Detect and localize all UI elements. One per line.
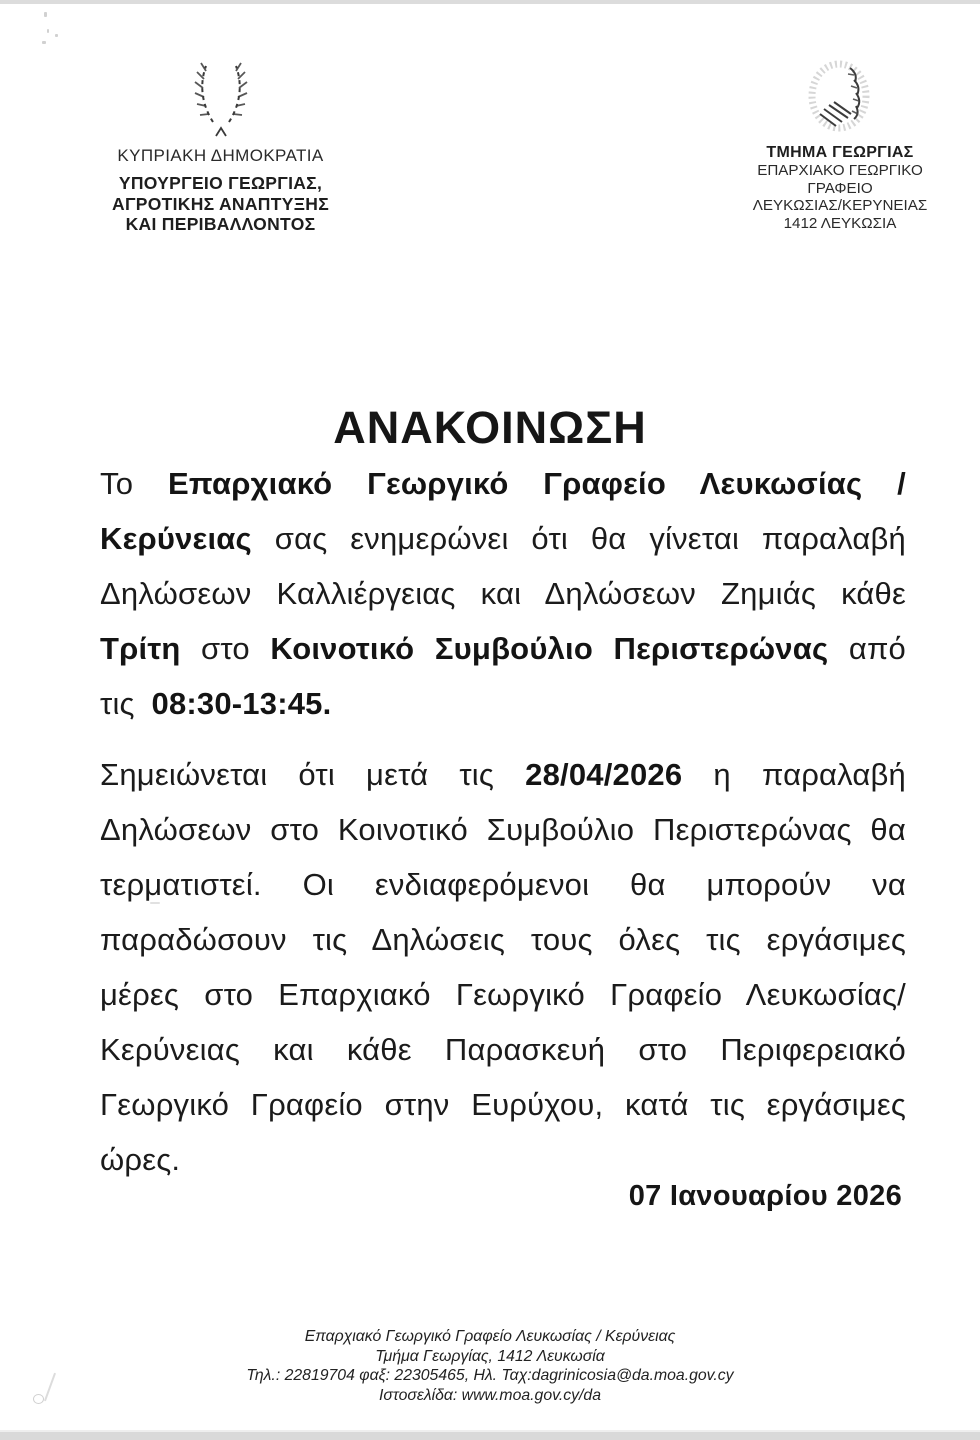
announcement-title: ΑΝΑΚΟΙΝΩΣΗ <box>333 402 647 453</box>
republic-name: ΚΥΠΡΙΑΚΗ ΔΗΜΟΚΡΑΤΙΑ <box>117 146 324 165</box>
scan-speck <box>55 34 58 37</box>
footer-website: Ιστοσελίδα: www.moa.gov.cy/da <box>378 1386 601 1404</box>
office-line-1: ΕΠΑΡΧΙΑΚΟ ΓΕΩΡΓΙΚΟ <box>757 162 923 179</box>
p1-text: Το <box>100 466 168 501</box>
scan-speck <box>47 29 49 33</box>
p1-hours-bold: 08:30-13:45. <box>151 686 332 721</box>
header-republic-block <box>108 60 333 235</box>
issue-date: 07 Ιανουαρίου 2026 <box>628 1180 902 1212</box>
p1-council-bold: Κοινοτικό Συμβούλιο Περιστερώνας <box>270 631 829 666</box>
wheat-sheaf-icon <box>804 58 876 140</box>
office-line-2: ΓΡΑΦΕΙΟ <box>807 179 873 197</box>
postal-line: 1412 ΛΕΥΚΩΣΙΑ <box>783 214 897 232</box>
p2-date-bold: 28/04/2026 <box>525 757 683 792</box>
scan-speck <box>33 1394 44 1404</box>
laurel-wreath-icon <box>173 60 269 142</box>
footer-department-address: Τμήμα Γεωργίας, 1412 Λευκωσία <box>375 1347 605 1365</box>
p1-office-bold: Επαρχιακό Γεωργικό Γραφείο Λευκωσίας / Κερύνειας <box>100 466 906 556</box>
scan-speck <box>44 12 47 17</box>
scan-speck <box>42 41 46 44</box>
paragraph-1 <box>100 456 906 731</box>
p1-text: σας ενημερώνει ότι θα γίνεται παραλαβή Δηλώσεων Καλλιέργειας και Δηλώσεων Ζημιάς κάθε <box>100 521 906 611</box>
p2-text: Σημειώνεται ότι μετά τις <box>100 757 526 792</box>
footer-contact-block <box>0 1327 980 1405</box>
p1-text: από τις <box>100 631 906 721</box>
p2-text: η παραλαβή Δηλώσεων στο Κοινοτικό Συμβούλιο Περιστερώνας θα τερματιστεί. Οι ενδιαφερόμενοι θα μπορούν να παραδώσουν τις Δηλώσεις τους όλες τις εργάσιμες μέρες στο Επαρχιακό Γεωργικό Γραφείο Λευκωσίας/Κερύνειας και κάθε Παρασκευή στο Περιφερειακό Γεωργικό Γραφείο στην Ευρύχου, κατά τις εργάσιμες ώρες. <box>100 757 906 1177</box>
ministry-line-2: ΑΓΡΟΤΙΚΗΣ ΑΝΑΠΤΥΞΗΣ <box>112 193 329 214</box>
scan-speck <box>150 902 160 904</box>
paragraph-2 <box>100 747 906 1187</box>
p1-text: στο <box>180 631 271 666</box>
department-name: ΤΜΗΜΑ ΓΕΩΡΓΙΑΣ <box>766 144 914 161</box>
footer-office: Επαρχιακό Γεωργικό Γραφείο Λευκωσίας / Κερύνειας <box>304 1328 676 1345</box>
scan-artifact-top-bar <box>0 0 980 4</box>
announcement-body <box>100 456 906 1187</box>
p1-day-bold: Τρίτη <box>100 631 181 666</box>
scan-artifact-bottom-bar <box>0 1430 980 1440</box>
ministry-line-3: ΚΑΙ ΠΕΡΙΒΑΛΛΟΝΤΟΣ <box>125 214 316 234</box>
office-line-3: ΛΕΥΚΩΣΙΑΣ/ΚΕΡΥΝΕΙΑΣ <box>752 197 928 215</box>
ministry-line-1: ΥΠΟΥΡΓΕΙΟ ΓΕΩΡΓΙΑΣ, <box>118 173 323 193</box>
header-department-block <box>726 58 954 232</box>
footer-phone-fax-email: Τηλ.: 22819704 φαξ: 22305465, Ηλ. Ταχ:dagrinicosia@da.moa.gov.cy <box>246 1367 734 1384</box>
